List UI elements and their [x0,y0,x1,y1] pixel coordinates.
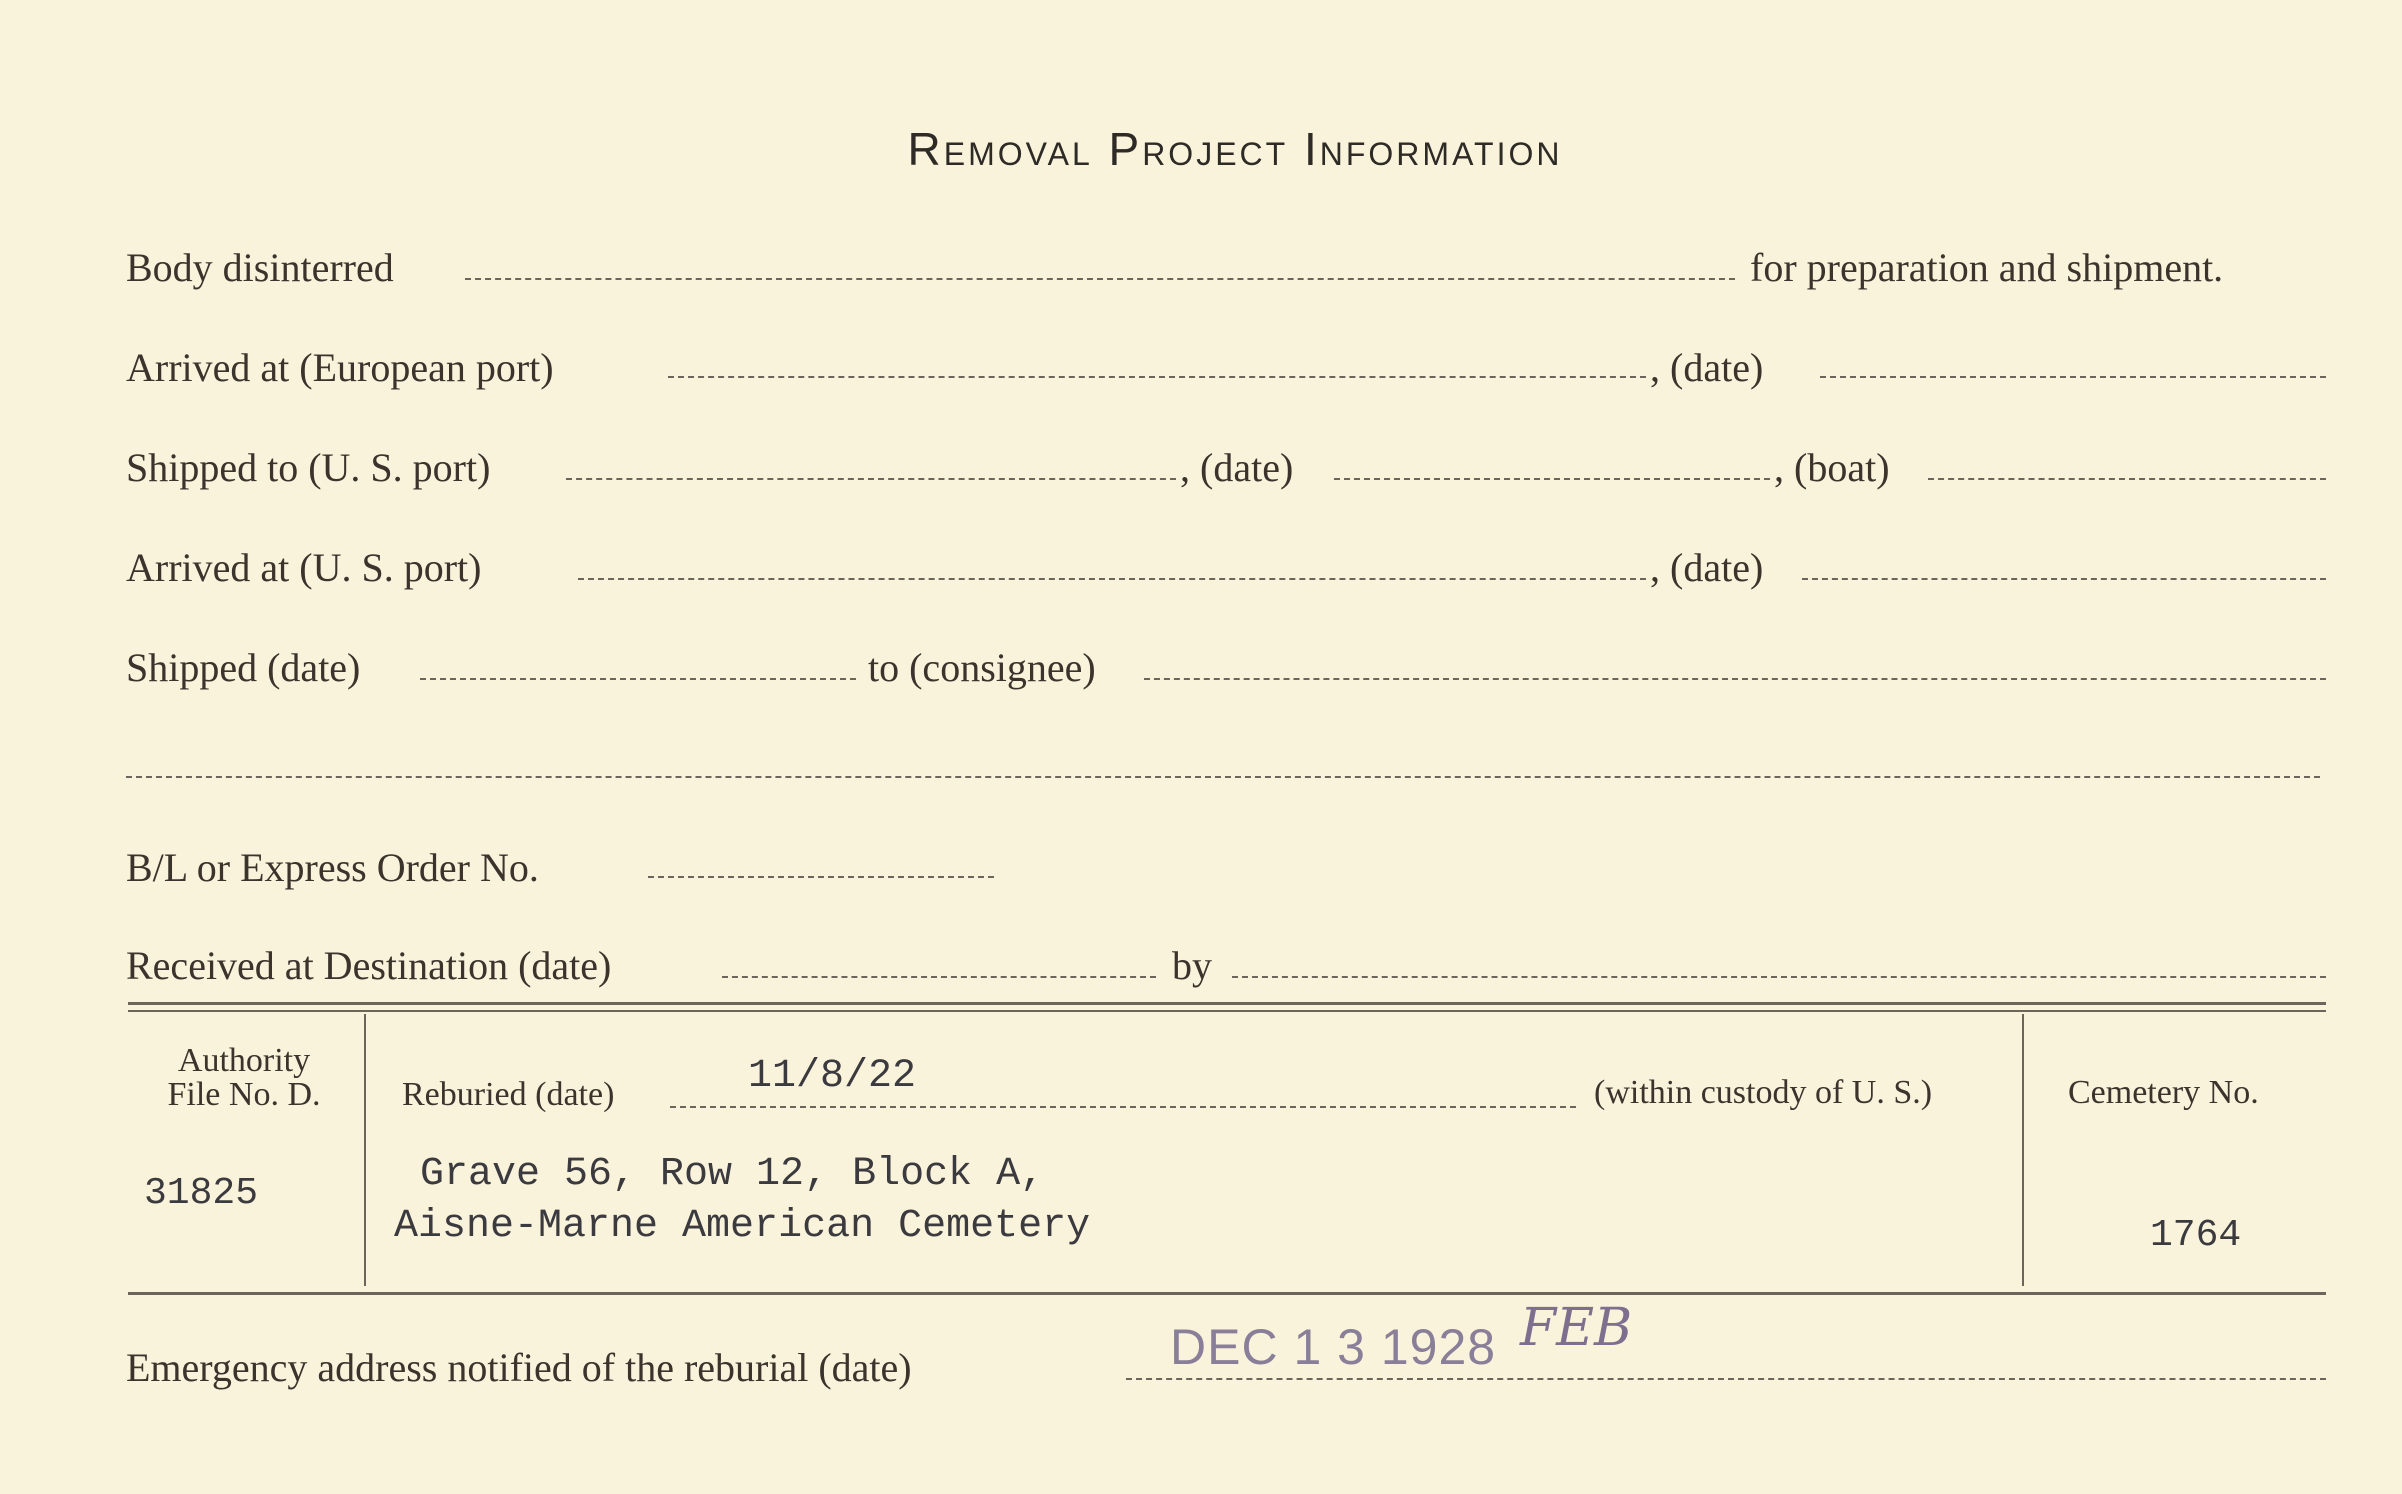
date-stamp: DEC 1 3 1928 [1170,1319,1497,1375]
box-bottom-rule [128,1292,2326,1295]
cemetery-number-value: 1764 [2150,1214,2242,1257]
arrived-us-field [578,578,1646,580]
arrived-european-date-label: , (date) [1650,345,1764,390]
reburied-label: Reburied (date) [402,1076,615,1113]
to-consignee-label: to (consignee) [868,645,1096,690]
grave-location-line2: Aisne-Marne American Cemetery [394,1204,1091,1249]
cemetery-number-label: Cemetery No. [2068,1074,2259,1111]
shipped-us-boat-field [1928,478,2326,480]
card-title: Removal Project Information [907,123,1563,175]
grave-location-line1: Grave 56, Row 12, Block A, [420,1152,1045,1197]
box-divider-right [2022,1014,2024,1286]
received-by-field [1232,976,2326,978]
authority-label-line2: File No. D. [167,1076,321,1113]
box-top-rule-2 [128,1010,2326,1012]
bl-order-field [648,876,994,878]
bl-order-label: B/L or Express Order No. [126,845,539,890]
shipped-us-date-label: , (date) [1180,445,1294,490]
emergency-address-label: Emergency address notified of the reburial (date) [126,1345,912,1390]
handwritten-initials: FEB [1520,1298,1633,1358]
arrived-us-label: Arrived at (U. S. port) [126,545,482,590]
consignee-continuation-field [126,776,2320,778]
arrived-european-date-field [1820,376,2326,378]
authority-file-number: 31825 [144,1172,259,1215]
arrived-european-label: Arrived at (European port) [126,345,554,390]
reburied-date-value: 11/8/22 [748,1054,917,1099]
reburied-field [670,1106,1576,1108]
arrived-us-date-label: , (date) [1650,545,1764,590]
body-disinterred-field [465,278,1735,280]
custody-note: (within custody of U. S.) [1594,1074,1933,1111]
body-disinterred-label: Body disinterred [126,245,394,290]
received-destination-label: Received at Destination (date) [126,943,612,988]
body-disinterred-suffix: for preparation and shipment. [1750,245,2224,290]
received-by-label: by [1172,943,1212,988]
received-destination-field [722,976,1156,978]
shipped-us-boat-label: , (boat) [1774,445,1890,490]
shipped-date-label: Shipped (date) [126,645,361,690]
arrived-european-field [668,376,1646,378]
authority-label-line1: Authority [177,1042,311,1079]
shipped-us-field [566,478,1176,480]
shipped-us-date-field [1334,478,1770,480]
to-consignee-field [1144,678,2326,680]
shipped-date-field [420,678,856,680]
box-top-rule-1 [128,1002,2326,1005]
authority-label [128,1044,360,1112]
emergency-address-field [1126,1378,2326,1380]
arrived-us-date-field [1802,578,2326,580]
box-divider-left [364,1014,366,1286]
shipped-us-label: Shipped to (U. S. port) [126,445,491,490]
